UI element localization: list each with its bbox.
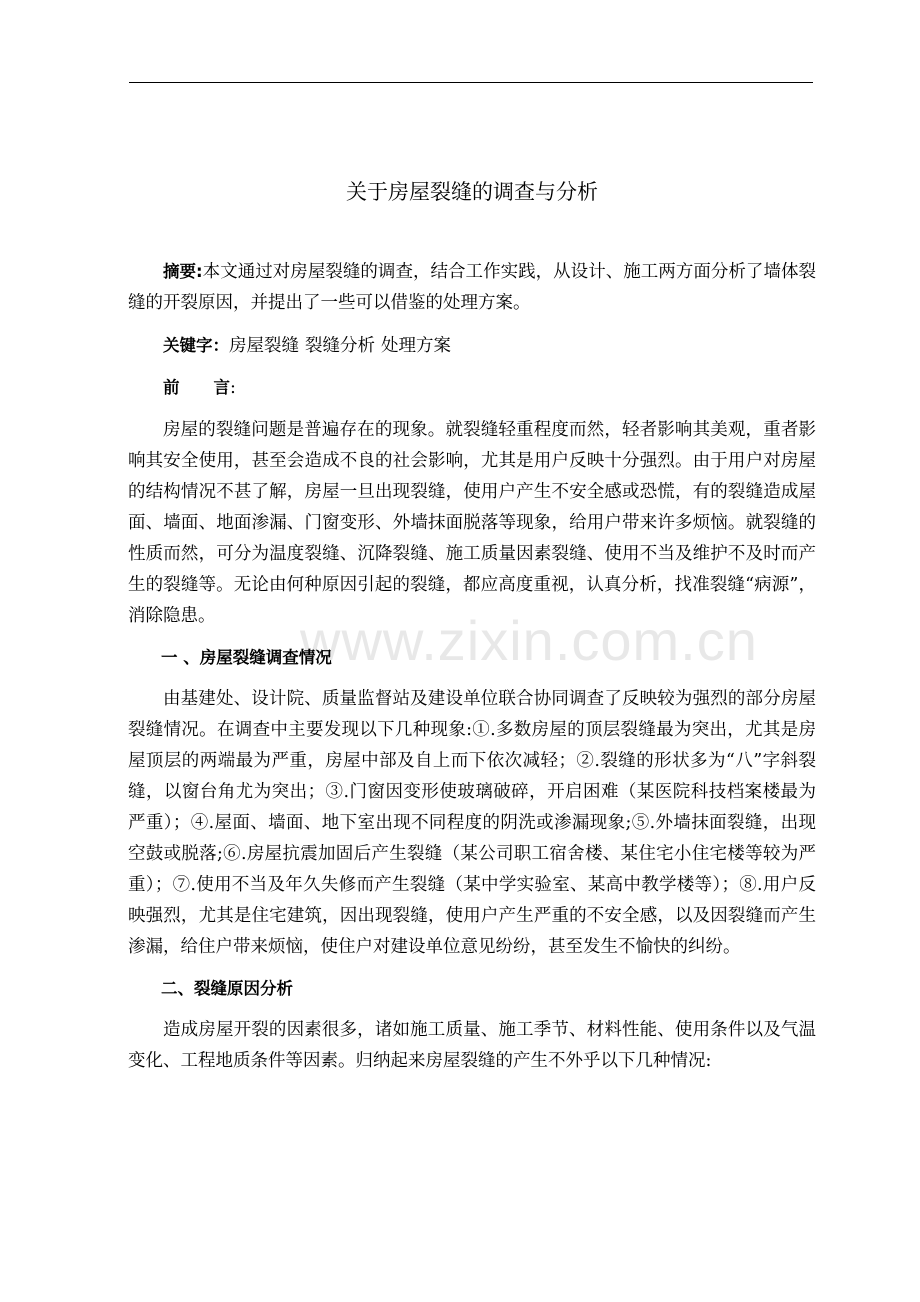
section-heading-survey: 一 、房屋裂缝调查情况 [161,648,332,667]
preface-label-first: 前 [163,378,180,397]
keywords-line [128,330,816,362]
keyword: 处理方案 [381,335,451,356]
causes-paragraph: 造成房屋开裂的因素很多，诸如施工质量、施工季节、材料性能、使用条件以及气温变化、工程地质条件等因素。归纳起来房屋裂缝的产生不外乎以下几种情况: [128,1019,816,1071]
intro-paragraph: 房屋的裂缝问题是普遍存在的现象。就裂缝轻重程度而然，轻者影响其美观，重者影响其安全使用，甚至会造成不良的社会影响，尤其是用户反映十分强烈。由于用户对房屋的结构情况不甚了解，房屋一旦出现裂缝，使用户产生不安全感或恐慌，有的裂缝造成屋面、墙面、地面渗漏、门窗变形、外墙抹面脱落等现象，给用户带来许多烦恼。就裂缝的性质而然，可分为温度裂缝、沉降裂缝、施工质量因素裂缝、使用不当及维护不及时而产生的裂缝等。无论由何种原因引起的裂缝，都应高度重视，认真分析，找准裂缝“病源”，消除隐患。 [128,419,816,626]
abstract-text: 本文通过对房屋裂缝的调查，结合工作实践，从设计、施工两方面分析了墙体裂缝的开裂原因，并提出了一些可以借鉴的处理方案。 [128,262,816,313]
preface-heading [128,372,816,404]
preface-label-second: 言 [213,378,230,397]
preface-colon: : [230,378,236,398]
document-body [128,256,816,1087]
keyword: 裂缝分析 [305,335,375,356]
keyword: 房屋裂缝 [229,335,299,356]
abstract-paragraph [128,256,816,319]
document-title: 关于房屋裂缝的调查与分析 [346,180,598,204]
survey-paragraph: 由基建处、设计院、质量监督站及建设单位联合协同调查了反映较为强烈的部分房屋裂缝情况。在调查中主要发现以下几种现象:①.多数房屋的顶层裂缝最为突出，尤其是房屋顶层的两端最为严重，房屋中部及自上而下依次减轻；②.裂缝的形状多为“八”字斜裂缝，以窗台角尤为突出；③.门窗因变形使玻璃破碎，开启困难（某医院科技档案楼最为严重）；④.屋面、墙面、地下室出现不同程度的阴洗或渗漏现象;⑤.外墙抹面裂缝，出现空鼓或脱落;⑥.房屋抗震加固后产生裂缝（某公司职工宿舍楼、某住宅小住宅楼等较为严重）；⑦.使用不当及年久失修而产生裂缝（某中学实验室、某高中教学楼等）；⑧.用户反映强烈，尤其是住宅建筑，因出现裂缝，使用户产生严重的不安全感，以及因裂缝而产生渗漏，给住户带来烦恼，使住户对建设单位意见纷纷，甚至发生不愉快的纠纷。 [128,688,816,957]
section-heading-causes: 二、裂缝原因分析 [161,979,293,998]
abstract-label: 摘要: [163,262,203,281]
keywords-label: 关键字： [163,335,229,355]
watermark: www.zixin.com.cn [300,609,758,672]
header-rule [129,82,813,83]
